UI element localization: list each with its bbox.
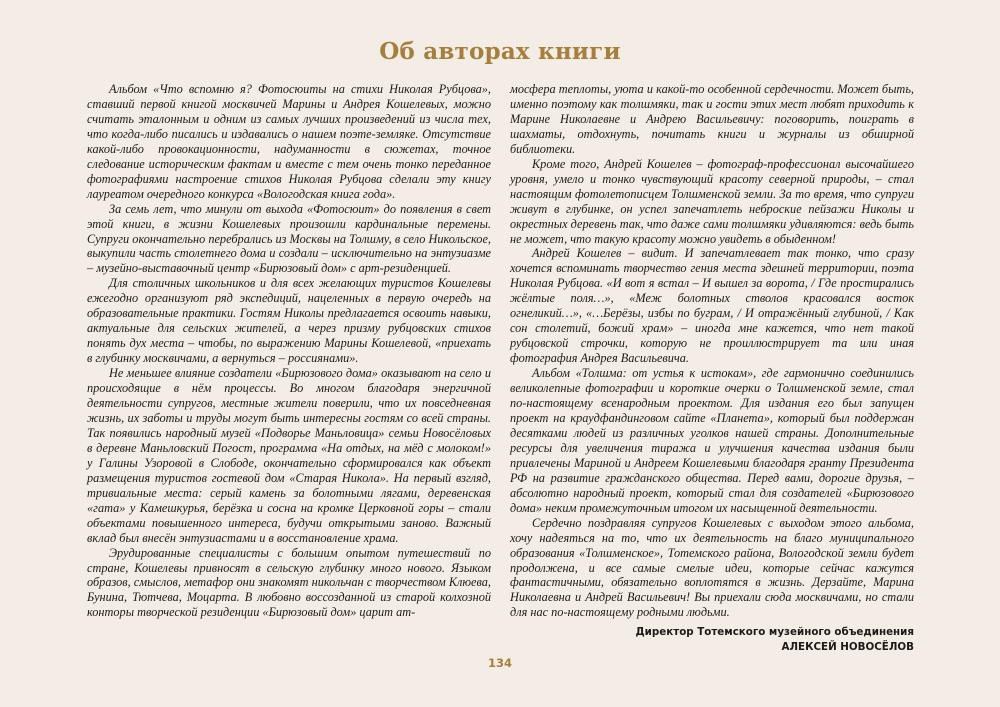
paragraph: мосфера теплоты, уюта и какой-то особенной сердечности. Может быть, именно поэтому как толшмяки, так и гости этих мест любят приходить к Марине Николаевне и Андрею Васильевичу: поговорить, поиграть в шахматы, отдохнуть, почитать книги и журналы из обширной библиотеки. xyxy=(510,82,914,156)
paragraph: Эрудированные специалисты с большим опытом путешествий по стране, Кошелевы привносят в сельскую глубинку много нового. Языком образов, смыслов, метафор они знакомят никольчан с творчеством Клюева, Бунина, Тютчева, Моцарта. В любовно воссозданной из старой колхозной конторы творческой резиденции «Бирюзовый дом» царит ат- xyxy=(87,545,491,620)
right-text-column xyxy=(510,82,914,654)
paragraph: Сердечно поздравляя супругов Кошелевых с выходом этого альбома, хочу надеяться на то, что их деятельность на благо муниципального образования «Толшменское», Тотемского района, Вологодской земли будет продолжена, и все самые смелые идеи, которые сейчас кажутся фантастичными, обязательно воплотятся в жизнь. Дерзайте, Марина Николаевна и Андрей Васильевич! Вы приехали сюда москвичами, но стали для нас по-настоящему родными людьми. xyxy=(510,515,914,620)
paragraph: Альбом «Толшма: от устья к истокам», где гармонично соединились великолепные фотографии и короткие очерки о Толшменской земле, стал по-настоящему всенародным проектом. Для издания его был запущен проект на краудфандинговом сайте «Планета», который был поддержан десятками людей из различных уголков нашей страны. Дополнительные ресурсы для увеличения тиража и улучшения качества издания были привлечены Мариной и Андреем Кошелевыми благодаря гранту Президента РФ на развитие гражданского общества. Перед вами, дорогие друзья, – абсолютно народный проект, который стал для создателей «Бирюзового дома» неким промежуточным итогом их насыщенной деятельности. xyxy=(510,366,914,515)
left-text-column xyxy=(87,82,491,620)
paragraph: За семь лет, что минули от выхода «Фотосюит» до появления в свет этой книги, в жизни Кошелевых произошли кардинальные перемены. Супруги окончательно перебрались из Москвы на Толшму, в село Никольское, выкупили часть столетнего дома и создали – исключительно на энтузиазме – музейно-выставочный центр «Бирюзовый дом» с арт-резиденцией. xyxy=(87,201,491,276)
page-title: Об авторах книги xyxy=(379,38,621,65)
signature xyxy=(510,625,914,654)
signature-position: Директор Тотемского музейного объединения xyxy=(635,626,914,639)
paragraph: Кроме того, Андрей Кошелев – фотограф-профессионал высочайшего уровня, умело и тонко чувствующий красоту северной природы, – стал настоящим фотолетописцем Толшменской земли. За то время, что супруги живут в глубинке, он успел запечатлеть неброские пейзажи Николы и окрестных деревень так, что даже сами толшмяки удивляются: ведь быть не может, что такую красоту можно увидеть в обыденном! xyxy=(510,156,914,246)
paragraph: Не меньшее влияние создатели «Бирюзового дома» оказывают на село и происходящие в нём процессы. Во многом благодаря энергичной деятельности супругов, местные жители поверили, что их повседневная жизнь, их заботы и труды могут быть интересны гостям со всей страны. Так появились народный музей «Подворье Маньловица» семьи Новосёловых в деревне Маньловский Погост, программа «На отдых, на мёд с молоком!» у Галины Узоровой в Слободе, окончательно сформировался как объект размещения туристов гостевой дом «Старая Никола». На первый взгляд, тривиальные места: серый камень за болотными лягами, деревенская «гата» у Камешкурья, берёзка и сосна на кромке Церковной горы – стали объектами повышенного интереса, будучи открытыми заново. Важный вклад был внесён энтузиастами и в восстановление храма. xyxy=(87,366,491,545)
paragraph: Андрей Кошелев – видит. И запечатлевает так тонко, что сразу хочется вспоминать творчество гения места здешней территории, поэта Николая Рубцова. «И вот я встал – И вышел за ворота, / Где простирались жёлтые поля…», «Меж болотных стволов красовался восток огнеликий…», «…Берёзы, избы по буграм, / И отражённый глубиной, / Как сон столетий, божий храм» – иногда мне кажется, что нет такой рубцовской строчки, которую не проиллюстрирует та или иная фотография Андрея Васильевича. xyxy=(510,246,914,366)
paragraph: Альбом «Что вспомню я? Фотосюиты на стихи Николая Рубцова», ставший первой книгой москвичей Марины и Андрея Кошелевых, можно считать эталонным и одним из самых лучших произведений из числа тех, что когда-либо писались и издавались о нашем поэте-земляке. Отсутствие какой-либо провокационности, надуманности в сюжетах, точное следование историческим фактам и вместе с тем очень тонко переданное фотографиями настроение стихов Николая Рубцова сделали эту книгу лауреатом очередного конкурса «Вологодская книга года». xyxy=(87,82,491,201)
signature-name: АЛЕКСЕЙ НОВОСЁЛОВ xyxy=(781,640,914,653)
page-number: 134 xyxy=(487,656,512,670)
paragraph: Для столичных школьников и для всех желающих туристов Кошелевы ежегодно организуют ряд экспедиций, нацеленных в первую очередь на образовательные практики. Гостям Николы предлагается освоить навыки, актуальные для сельских жителей, а через призму рубцовских стихов понять дух места – чтобы, по выражению Марины Кошелевой, «приехать в глубинку москвичами, а вернуться – россиянами». xyxy=(87,276,491,366)
